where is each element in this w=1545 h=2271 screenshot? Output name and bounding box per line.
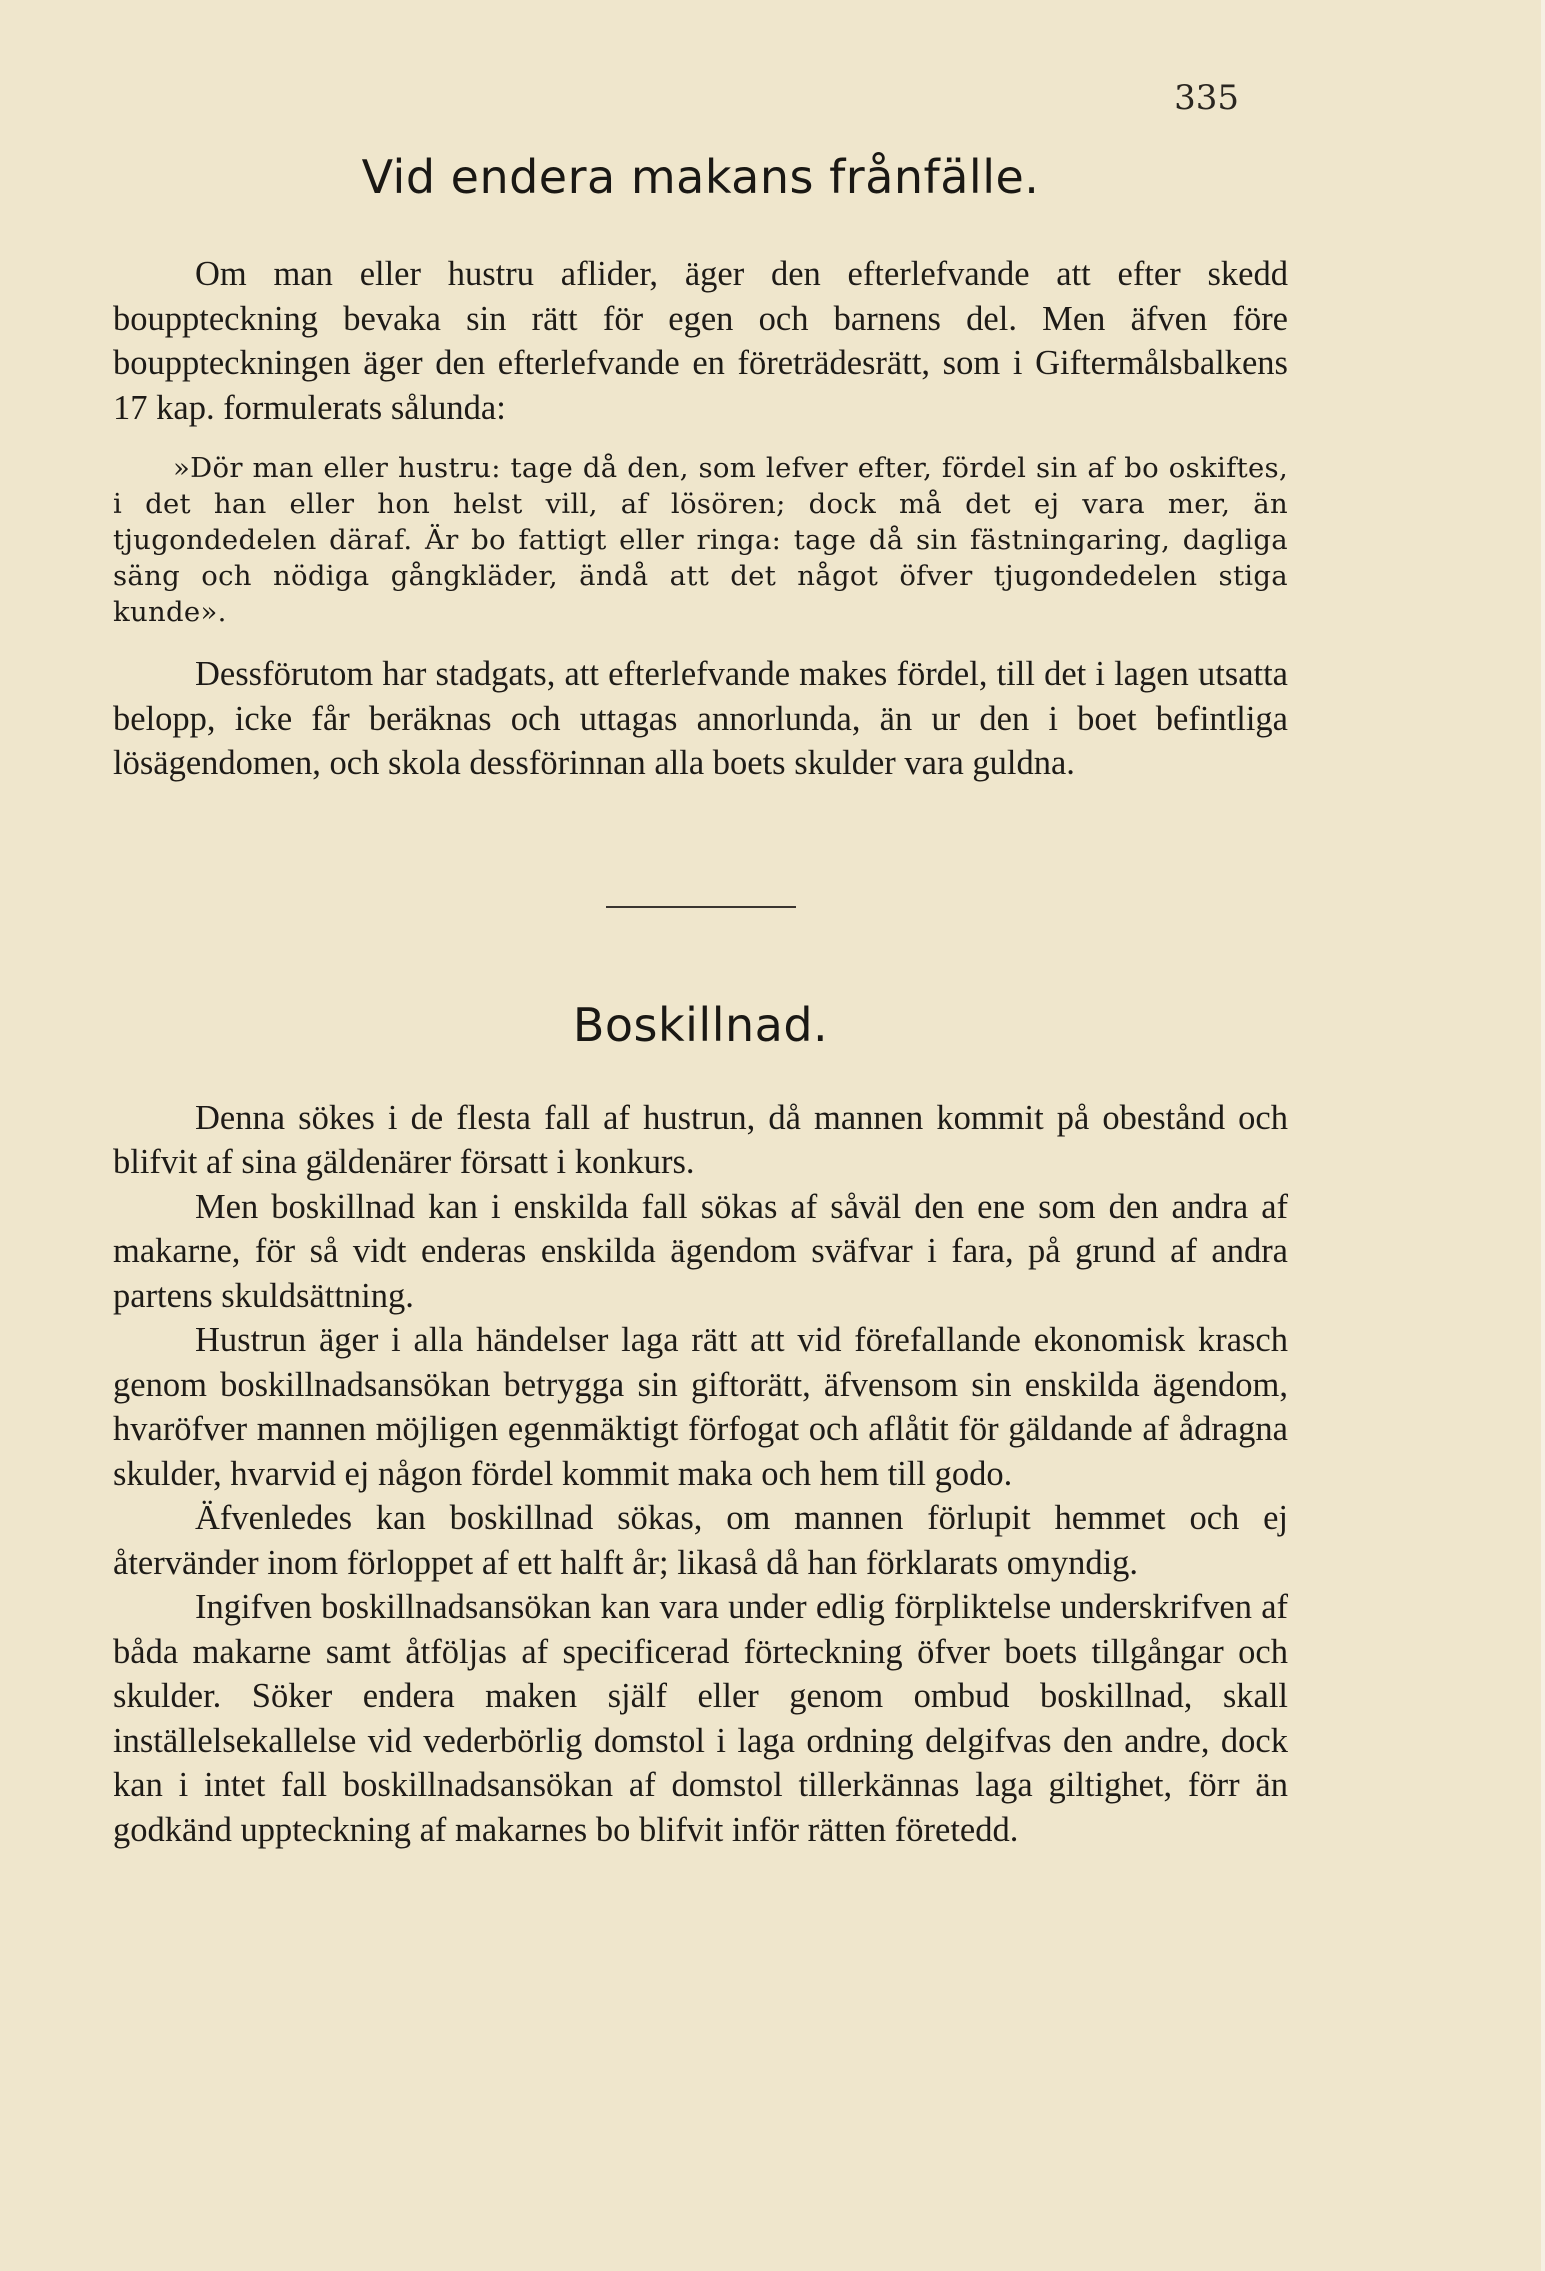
page-content	[113, 150, 1288, 1852]
law-quote: »Dör man eller hustru: tage då den, som lefver efter, fördel sin af bo oskiftes, i det han eller hon helst vill, af lösören; dock må det ej vara mer, än tjugondedelen däraf. Är bo fattigt eller ringa: tage då sin fästningaring, dagliga säng och nödiga gångkläder, ändå att det något öfver tjugondedelen stiga kunde».	[113, 452, 1288, 628]
page-number: 335	[1174, 78, 1239, 118]
paragraph: Dessförutom har stadgats, att efterlefvande makes fördel, till det i lagen utsatta belopp, icke får beräknas och uttagas annorlunda, än ur den i boet befintliga lösägendomen, och skola dessförinnan alla boets skulder vara guldna.	[113, 655, 1288, 782]
section-heading-boskillnad: Boskillnad.	[572, 997, 829, 1052]
paragraph: Äfvenledes kan boskillnad sökas, om mannen förlupit hemmet och ej återvänder inom förloppet af ett halft år; likaså då han förklarats omyndig.	[113, 1499, 1288, 1582]
paragraph: Hustrun äger i alla händelser laga rätt att vid förefallande ekonomisk krasch genom boskillnadsansökan betrygga sin giftorätt, äfvensom sin enskilda ägendom, hvaröfver mannen möjligen egenmäktigt förfogat och aflåtit för gäldande af ådragna skulder, hvarvid ej någon fördel kommit maka och hem till godo.	[113, 1321, 1288, 1493]
paragraph: Om man eller hustru aflider, äger den efterlefvande att efter skedd bouppteckning bevaka sin rätt för egen och barnens del. Men äfven före bouppteckningen äger den efterlefvande en företrädesrätt, som i Giftermålsbalkens 17 kap. formulerats sålunda:	[113, 255, 1288, 427]
paragraph: Denna sökes i de flesta fall af hustrun, då mannen kommit på obestånd och blifvit af sina gäldenärer försatt i konkurs.	[113, 1098, 1288, 1181]
section-divider	[606, 906, 796, 908]
paragraph: Ingifven boskillnadsansökan kan vara under edlig förpliktelse underskrifven af båda makarne samt åtföljas af specificerad förteckning öfver boets tillgångar och skulder. Söker endera maken själf eller genom ombud boskillnad, skall inställelsekallelse vid vederbörlig domstol i laga ordning delgifvas den andre, dock kan i intet fall boskillnadsansökan af domstol tillerkännas laga giltighet, förr än godkänd uppteckning af makarnes bo blifvit inför rätten företedd.	[113, 1588, 1288, 1849]
paragraph: Men boskillnad kan i enskilda fall sökas af såväl den ene som den andra af makarne, för så vidt enderas enskilda ägendom sväfvar i fara, på grund af andra partens skuldsättning.	[113, 1187, 1288, 1315]
section-heading-frånfälle: Vid endera makans frånfälle.	[361, 150, 1040, 204]
